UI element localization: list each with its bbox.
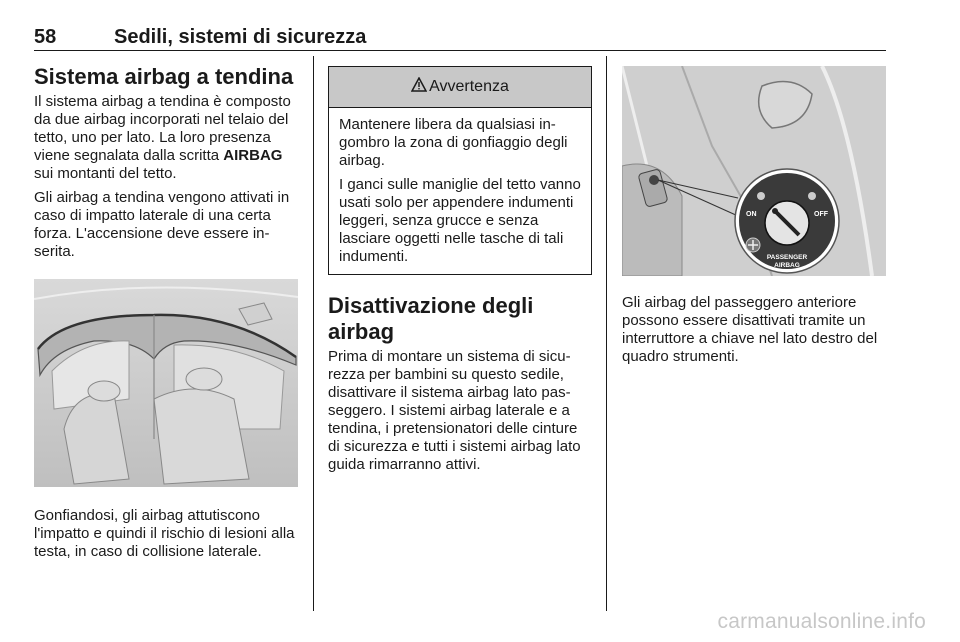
switch-off-label: OFF — [814, 211, 828, 218]
curtain-airbag-illustration — [34, 279, 298, 487]
section-heading-deactivation: Disattivazione degli airbag — [328, 293, 534, 344]
watermark: carmanualsonline.info — [717, 610, 926, 633]
warning-title: Avvertenza — [429, 78, 509, 95]
column-divider — [313, 56, 314, 611]
switch-on-label: ON — [746, 211, 757, 218]
column-middle — [328, 56, 592, 480]
paragraph: I ganci sulle maniglie del tetto vanno usati solo per appendere indumenti leggeri, senza grucce e senza lasciare oggetti nelle tasche di tali indumenti. — [339, 176, 581, 265]
paragraph: Mantenere libera da qualsiasi ingombro la zona di gonfiaggio degli airbag. — [339, 116, 568, 169]
switch-airbag-label: AIRBAG — [774, 262, 800, 269]
warning-box — [328, 66, 592, 275]
warning-triangle-icon — [411, 77, 427, 97]
paragraph: Gli airbag a tendina vengono attivati in caso di impatto laterale di una certa forza. L'accensione deve essere inserita. — [34, 189, 290, 260]
airbag-label: AIRBAG — [223, 147, 283, 164]
warning-header — [329, 67, 591, 108]
section-heading-curtain-airbag: Sistema airbag a tendina — [34, 64, 294, 89]
paragraph: Prima di montare un sistema di sicurezza per bambini su questo sedile, disattivare il sistema airbag lato passeggero. I sistemi airbag laterale e a tendina, i pretensionatori delle cinture di sicurezza e tutti i sistemi airbag lato guida rimarranno attivi. — [328, 348, 581, 473]
figure-caption: Gli airbag del passeggero anteriore possono essere disattivati tramite un interruttore a chiave nel lato destro del quadro strumenti. — [622, 294, 878, 365]
page-header — [34, 24, 886, 51]
switch-passenger-label: PASSENGER — [766, 254, 808, 261]
airbag-switch-illustration — [622, 66, 886, 276]
paragraph: Il sistema airbag a tendina è composto da due airbag incorporati nel telaio del tetto, uno per lato. La loro presenza viene segnalata dalla scritta AIRBAG sui montanti del tetto. — [34, 93, 291, 182]
column-left — [34, 56, 298, 567]
column-divider — [606, 56, 607, 611]
page-number: 58 — [34, 26, 57, 48]
figure-caption: Gonfiandosi, gli airbag attutiscono l'impatto e quindi il rischio di lesioni alla testa, in caso di collisione laterale. — [34, 507, 295, 560]
running-title: Sedili, sistemi di sicurezza — [114, 26, 367, 48]
warning-body — [329, 108, 591, 274]
column-right — [622, 56, 886, 372]
